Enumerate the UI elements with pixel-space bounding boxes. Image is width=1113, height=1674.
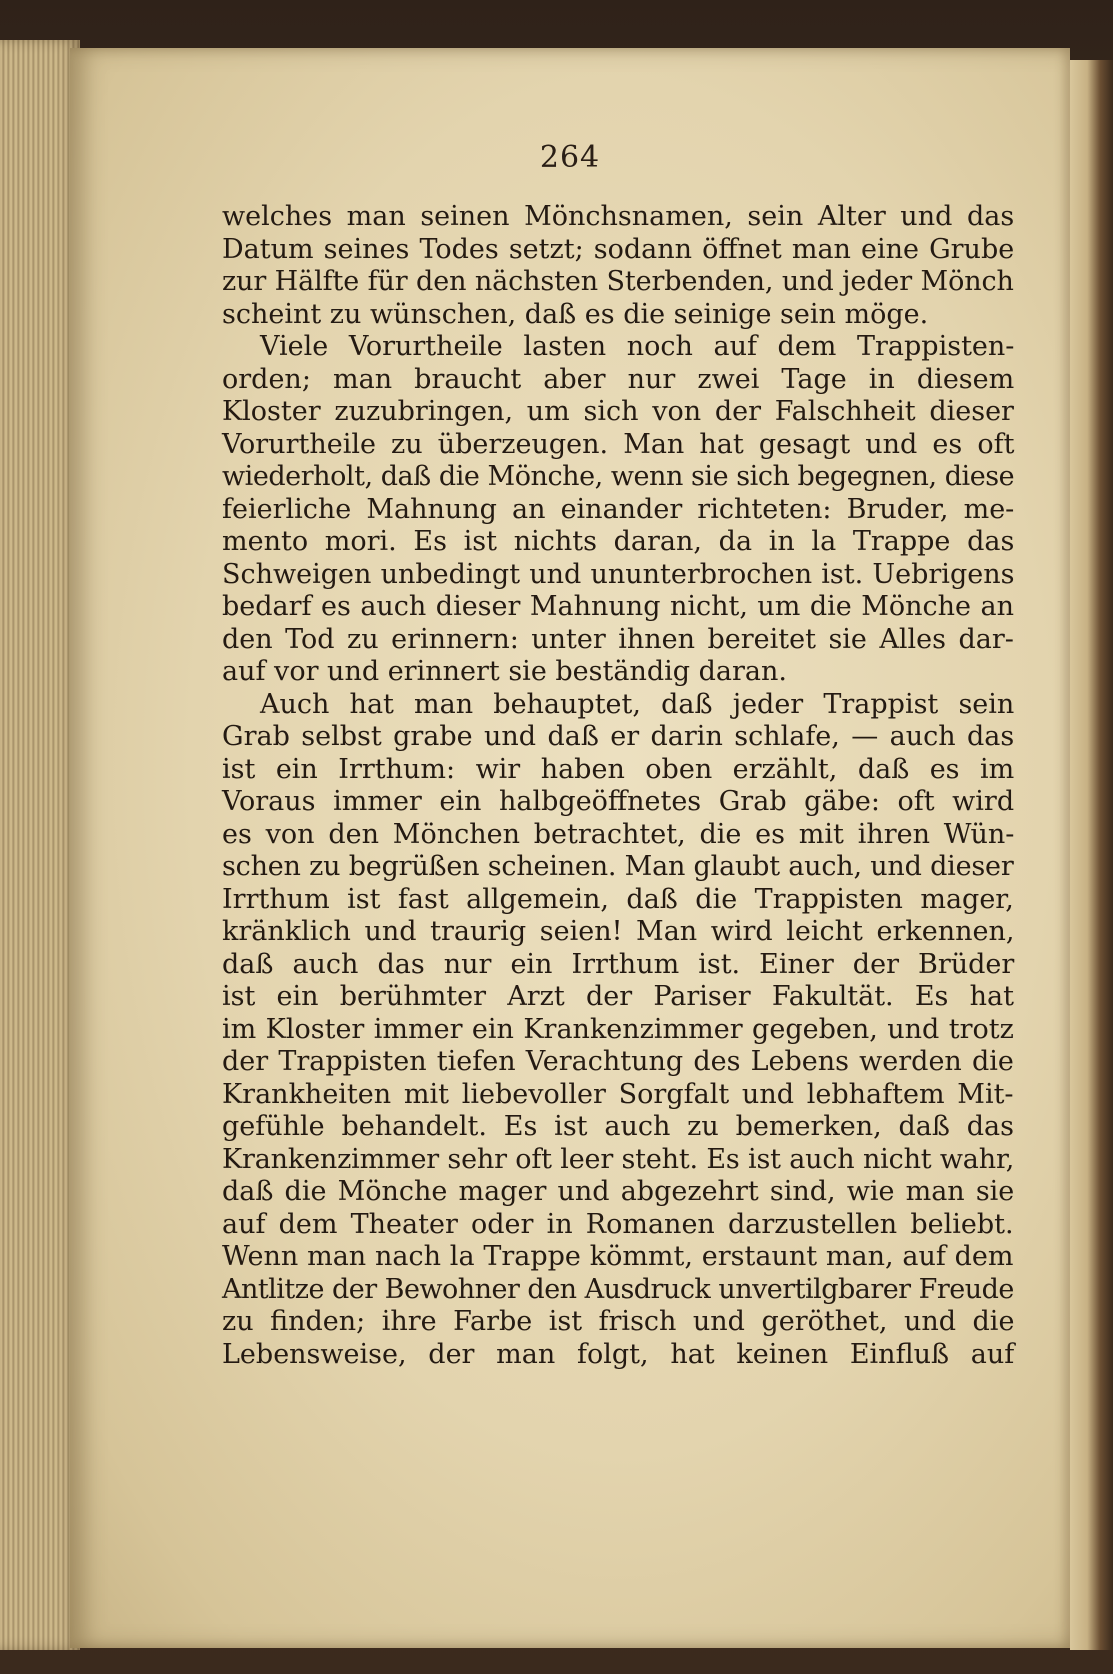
text-line: auf vor und erinnert sie beständig daran. (222, 656, 787, 687)
text-line: Irrthum ist fast allgemein, daß die Trappisten mager, (222, 883, 1014, 915)
text-line: scheint zu wünschen, daß es die seinige sein möge. (222, 298, 929, 330)
text-line: bedarf es auch dieser Mahnung nicht, um die Mönche an (222, 591, 1014, 622)
text-line: ist ein Irrthum: wir haben oben erzählt, daß es im (222, 753, 1015, 785)
page-number: 264 (539, 140, 601, 175)
text-line: orden; man braucht aber nur zwei Tage in diesem (222, 363, 1015, 395)
text-line: kränklich und traurig seien! Man wird leicht erkennen, (222, 916, 1015, 947)
text-line: im Kloster immer ein Krankenzimmer gegeben, und trotz (222, 1013, 1014, 1045)
page-stack-left (0, 40, 80, 1650)
text-line: daß die Mönche mager und abgezehrt sind, wie man sie (222, 1176, 1015, 1207)
text-line: Voraus immer ein halbgeöffnetes Grab gäbe: oft wird (222, 786, 1015, 817)
text-line: es von den Mönchen betrachtet, die es mit ihren Wün- (222, 818, 1015, 850)
text-line: Krankenzimmer sehr oft leer steht. Es ist auch nicht wahr, (222, 1143, 1015, 1175)
text-line: auf dem Theater oder in Romanen darzustellen beliebt. (222, 1208, 1014, 1240)
text-line: Vorurtheile zu überzeugen. Man hat gesagt und es oft (222, 428, 1015, 460)
text-line: schen zu begrüßen scheinen. Man glaubt auch, und dieser (222, 851, 1014, 882)
text-line: Kloster zuzubringen, um sich von der Falschheit dieser (222, 396, 1014, 427)
text-line: mento mori. Es ist nichts daran, da in la Trappe das (222, 526, 1015, 557)
text-line: Lebensweise, der man folgt, hat keinen Einfluß auf (222, 1338, 1015, 1370)
text-line: Grab selbst grabe und daß er darin schlafe, — auch das (222, 721, 1015, 752)
text-line: Auch hat man behauptet, daß jeder Trappist sein (260, 688, 1015, 720)
text-line: zu finden; ihre Farbe ist frisch und geröthet, und die (222, 1306, 1015, 1337)
text-line: Viele Vorurtheile lasten noch auf dem Trappisten- (260, 331, 1015, 362)
text-line: feierliche Mahnung an einander richteten: Bruder, me- (222, 493, 1015, 525)
text-line: wiederholt, daß die Mönche, wenn sie sich begegnen, diese (222, 461, 1015, 492)
text-line: den Tod zu erinnern: unter ihnen bereitet sie Alles dar- (222, 623, 1014, 655)
text-line: zur Hälfte für den nächsten Sterbenden, und jeder Mönch (222, 266, 1014, 297)
text-line: welches man seinen Mönchsnamen, sein Alter und das (222, 201, 1015, 232)
text-line: gefühle behandelt. Es ist auch zu bemerken, daß das (222, 1111, 1015, 1142)
text-line: Datum seines Todes setzt; sodann öffnet man eine Grube (222, 233, 1015, 265)
text-line: Krankheiten mit liebevoller Sorgfalt und lebhaftem Mit- (222, 1078, 1014, 1110)
page-edge-right (1070, 60, 1113, 1650)
text-line: ist ein berühmter Arzt der Pariser Fakultät. Es hat (222, 981, 1014, 1012)
text-line: der Trappisten tiefen Verachtung des Lebens werden die (222, 1046, 1014, 1077)
book-page (70, 48, 1070, 1648)
text-line: Schweigen unbedingt und ununterbrochen ist. Uebrigens (222, 558, 1015, 590)
text-line: daß auch das nur ein Irrthum ist. Einer der Brüder (222, 948, 1015, 980)
text-line: Antlitze der Bewohner den Ausdruck unvertilgbarer Freude (222, 1273, 1014, 1305)
text-line: Wenn man nach la Trappe kömmt, erstaunt man, auf dem (222, 1241, 1014, 1272)
